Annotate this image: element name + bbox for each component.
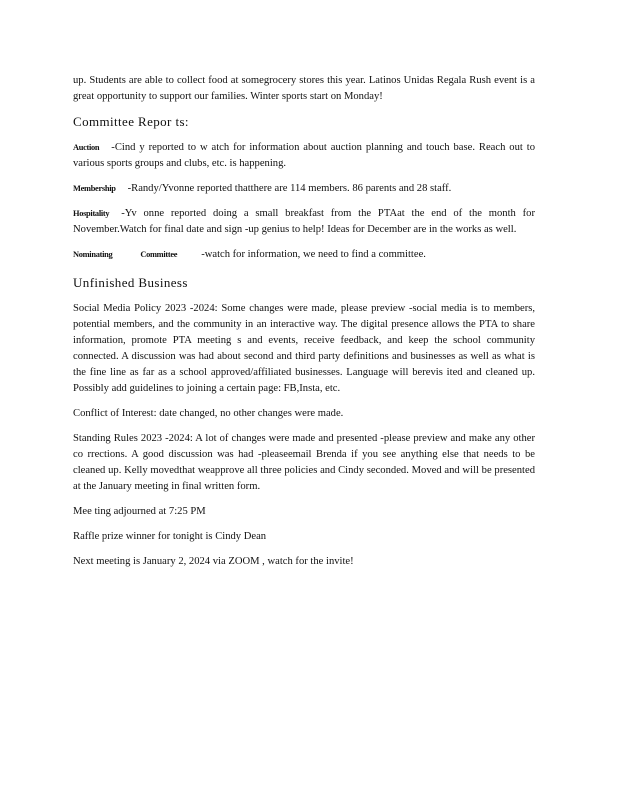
nominating-label: Nominating bbox=[73, 250, 113, 259]
committee-label: Committee bbox=[140, 250, 178, 259]
unfinished-business-heading: Unfinished Business bbox=[73, 275, 188, 290]
conflict-of-interest-paragraph: Conflict of Interest: date changed, no other changes were made. bbox=[73, 408, 344, 419]
meeting-adjourned-line: Mee ting adjourned at 7:25 PM bbox=[73, 506, 206, 517]
auction-label: Auction bbox=[73, 143, 100, 152]
membership-text: -Randy/Yvonne reported thatthere are 114 members. 86 parents and 28 staff. bbox=[127, 183, 452, 194]
nominating-report bbox=[73, 247, 535, 263]
next-meeting-line: Next meeting is January 2, 2024 via ZOOM , watch for the invite! bbox=[73, 556, 354, 567]
membership-report bbox=[73, 181, 535, 197]
raffle-winner-line: Raffle prize winner for tonight is Cindy Dean bbox=[73, 531, 267, 542]
social-media-policy-paragraph: Social Media Policy 2023 -2024: Some changes were made, please preview -social media is to members, potential members, and the community in an interactive way. The digital presence allows the PTA to share information, promote PTA meeting s and events, receive feedback, and keep the school community connected. A discussion was had about second and third party definitions and businesses as well as what is the fine line as far as a school approved/affiliated businesses. Language will berevis ited and cleaned up. Possibly add guidelines to joining a certain page: FB,Insta, etc. bbox=[73, 303, 535, 394]
nominating-text: -watch for information, we need to find a committee. bbox=[201, 249, 426, 260]
committee-reports-heading: Committee Repor ts: bbox=[73, 114, 189, 129]
standing-rules-paragraph: Standing Rules 2023 -2024: A lot of changes were made and presented -please preview and make any other co rrections. A good discussion was had -pleaseemail Brenda if you see anything else that needs to be cleaned up. Kelly movedthat weapprove all three policies and Cindy seconded. Moved and will be presented at the January meeting in final written form. bbox=[73, 433, 535, 492]
membership-label: Membership bbox=[73, 184, 116, 193]
hospitality-text: -Yv onne reported doing a small breakfast from the PTAat the end of the month for November.Watch for final date and sign -up genius to help! Ideas for December are in the works as well. bbox=[73, 208, 535, 235]
auction-report bbox=[73, 140, 535, 172]
auction-text: -Cind y reported to w atch for information about auction planning and touch base. Reach out to various sports groups and clubs, etc. is happening. bbox=[73, 142, 535, 169]
document-page bbox=[73, 73, 535, 579]
intro-paragraph: up. Students are able to collect food at somegrocery stores this year. Latinos Unidas Regala Rush event is a great opportunity to support our families. Winter sports start on Monday! bbox=[73, 75, 535, 102]
hospitality-label: Hospitality bbox=[73, 209, 110, 218]
hospitality-report bbox=[73, 206, 535, 238]
